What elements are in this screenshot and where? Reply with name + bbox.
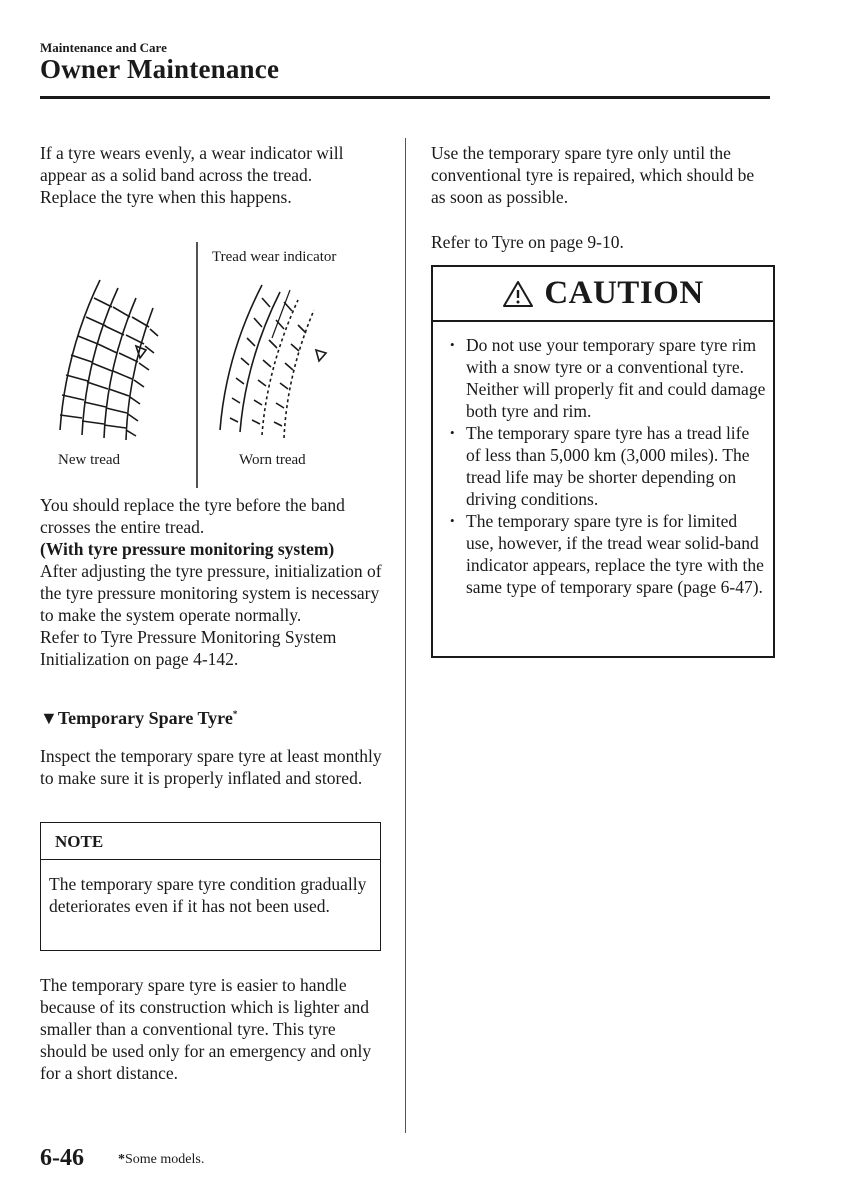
caution-item: • The temporary spare tyre is for limited use, however, if the tread wear solid-band indicator appears, replace the tyre with the same type of temporary spare (page 6-47). <box>466 510 767 598</box>
wear-intro-block <box>40 142 385 208</box>
caution-list <box>433 334 773 598</box>
new-tread-drawing <box>60 280 158 440</box>
footnote-mark: * <box>118 1152 125 1167</box>
use-spare-text: Use the temporary spare tyre only until the conventional tyre is repaired, which should be as soon as possible. <box>431 143 755 207</box>
tpms-block <box>40 494 385 670</box>
spare-handling-text: The temporary spare tyre is easier to handle because of its construction which is lighter and smaller than a conventional tyre. This tyre should be used only for an emergency and only for a short distance. <box>40 975 372 1083</box>
tread-wear-figure <box>40 240 385 490</box>
note-body: The temporary spare tyre condition gradually deteriorates even if it has not been used. <box>49 874 367 916</box>
worn-tread-label: Worn tread <box>239 452 306 468</box>
indicator-leader-line <box>272 290 290 338</box>
caution-header <box>433 267 773 322</box>
caution-item: • The temporary spare tyre has a tread life of less than 5,000 km (3,000 miles). The tread life may be shorter depending on driving conditions. <box>466 422 767 510</box>
footnote <box>118 1152 204 1168</box>
replace-instruction: Replace the tyre when this happens. <box>40 187 292 207</box>
temporary-spare-heading <box>40 708 237 729</box>
note-box <box>40 822 381 951</box>
temporary-spare-heading-text: Temporary Spare Tyre <box>57 708 233 728</box>
tpms-heading: (With tyre pressure monitoring system) <box>40 539 335 559</box>
page-number: 6-46 <box>40 1145 84 1171</box>
tpms-text: After adjusting the tyre pressure, initialization of the tyre pressure monitoring system is necessary to make the system operate normally. <box>40 561 382 625</box>
caution-heading: CAUTION <box>544 275 704 311</box>
warning-triangle-icon <box>502 280 534 308</box>
tread-illustration <box>40 240 385 490</box>
spare-inspect-text: Inspect the temporary spare tyre at least monthly to make sure it is properly inflated and stored. <box>40 746 382 788</box>
tpms-reference: Refer to Tyre Pressure Monitoring System Initialization on page 4-142. <box>40 627 337 669</box>
worn-tread-drawing <box>220 285 326 438</box>
tread-wear-indicator-label: Tread wear indicator <box>212 249 337 265</box>
caution-box <box>431 265 775 658</box>
note-heading: NOTE <box>41 823 380 860</box>
wear-intro-text: If a tyre wears evenly, a wear indicator will appear as a solid band across the tread. <box>40 143 344 185</box>
title-rule <box>40 96 770 99</box>
some-models-mark: * <box>232 709 238 719</box>
page-title: Owner Maintenance <box>40 54 280 84</box>
replace-before-text: You should replace the tyre before the band crosses the entire tread. <box>40 495 345 537</box>
caution-item: • Do not use your temporary spare tyre rim with a snow tyre or a conventional tyre. Neither will properly fit and could damage both tyre and rim. <box>466 334 767 422</box>
tyre-reference-text: Refer to Tyre on page 9-10. <box>431 232 624 252</box>
footnote-text: Some models. <box>125 1152 205 1167</box>
column-divider <box>405 138 406 1133</box>
triangle-down-icon: ▼ <box>40 708 58 728</box>
new-tread-label: New tread <box>58 452 121 468</box>
section-label: Maintenance and Care <box>40 40 167 55</box>
